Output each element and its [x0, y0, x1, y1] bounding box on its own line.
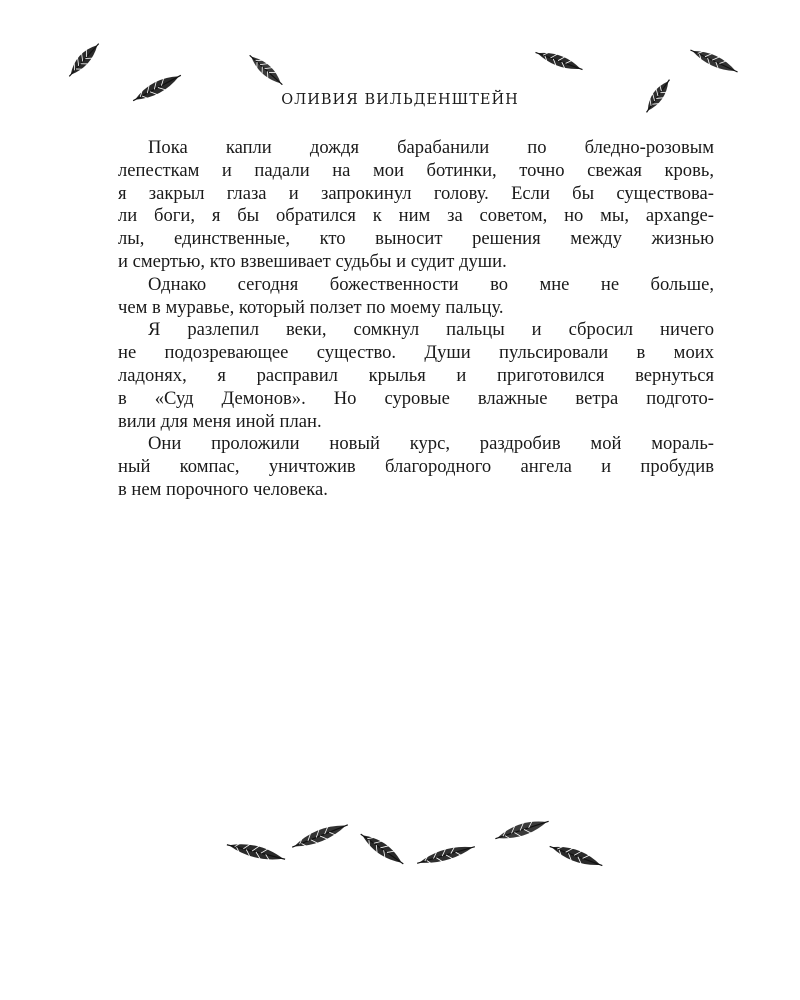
text-line: и смертью, кто взвешивает судьбы и судит души. [118, 250, 507, 272]
feather-icon [548, 838, 604, 874]
text-line: не подозревающее существо. Души пульсировали в моих [118, 342, 714, 364]
feather-icon [534, 44, 584, 78]
text-line: Однако сегодня божественности во мне не больше, [148, 273, 714, 295]
text-line: я закрыл глаза и запрокинул голову. Если бы существова- [118, 182, 714, 204]
text-line: лы, единственные, кто выносит решения между жизнью [118, 228, 714, 250]
text-line: лепесткам и падали на мои ботинки, точно свежая кровь, [118, 159, 714, 181]
text-line: ладонях, я расправил крылья и приготовился вернуться [118, 364, 714, 386]
paragraph [118, 319, 714, 433]
text-line: в нем порочного человека. [118, 478, 328, 500]
feather-icon [244, 50, 288, 90]
text-line: ный компас, уничтожив благородного ангела и пробудив [118, 456, 714, 478]
feather-icon [62, 40, 106, 80]
text-line: вили для меня иной план. [118, 410, 322, 432]
paragraph [118, 274, 714, 320]
text-line: ли боги, я бы обратился к ним за советом, но мы, архange- [118, 205, 714, 227]
feather-icon [226, 834, 286, 870]
text-line: Пока капли дождя барабанили по бледно-розовым [148, 137, 714, 158]
text-line: Я разлепил веки, сомкнул пальцы и сбросил ничего [148, 319, 714, 341]
feather-icon [356, 828, 408, 870]
text-line: Они проложили новый курс, раздробив мой мораль- [148, 433, 714, 455]
feather-icon [290, 818, 350, 854]
feather-icon [688, 44, 740, 78]
text-line: в «Суд Демонов». Но суровые влажные ветра подгото- [118, 387, 714, 409]
paragraph [118, 433, 714, 501]
running-title: ОЛИВИЯ ВИЛЬДЕНШТЕЙН [281, 92, 519, 108]
text-line: чем в муравье, который ползет по моему пальцу. [118, 296, 504, 318]
paragraph [118, 137, 714, 274]
feather-icon [416, 838, 476, 872]
body-text [118, 137, 714, 502]
feather-icon [494, 812, 550, 848]
